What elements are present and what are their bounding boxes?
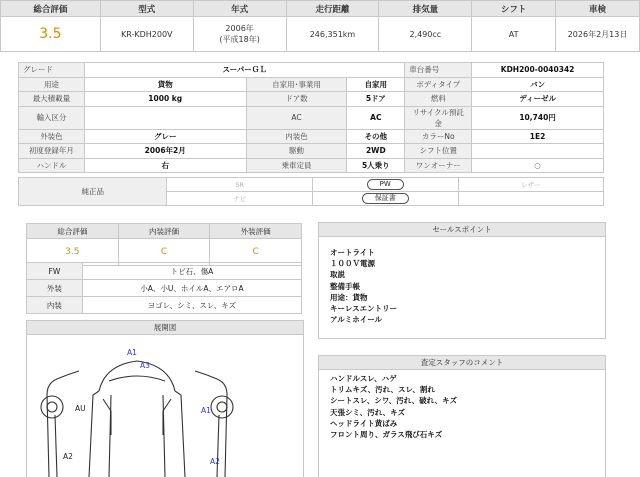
overall-score: 3.5 [1, 17, 101, 52]
grade-label: グレード [19, 63, 85, 78]
spec-label: 燃料 [405, 92, 472, 107]
spec-label: ハンドル [19, 158, 85, 173]
staff-comment-item: フロント周り、ガラス飛び石キズ [330, 430, 443, 440]
spec-value [472, 144, 604, 159]
header-displacement: 排気量 [379, 1, 472, 17]
damage-mark-au: AU [75, 404, 86, 413]
spec-value: 1000 kg [84, 92, 246, 107]
model-code: KR-KDH200V [100, 17, 193, 52]
spec-value [84, 106, 246, 129]
sales-point-item: オートライト [330, 248, 375, 257]
spec-value: グレー [84, 129, 246, 144]
note-label: 外装 [27, 280, 83, 297]
note-label: FW [27, 263, 83, 280]
evaluation-notes [26, 262, 302, 314]
spec-value: その他 [347, 129, 405, 144]
eval-interior-score: C [118, 239, 210, 266]
damage-mark-a2-left: A2 [63, 452, 73, 461]
sales-point-item: アルミホイール [330, 315, 383, 325]
model-year [193, 17, 286, 52]
spec-value: 5人乗り [347, 158, 405, 173]
options-table [18, 177, 604, 206]
option-warranty [312, 192, 458, 206]
mileage: 246,351km [286, 17, 379, 52]
header-mileage: 走行距離 [286, 1, 379, 17]
spec-value: 2WD [347, 144, 405, 159]
eval-total-score: 3.5 [27, 239, 119, 266]
spec-label: 最大積載量 [19, 92, 85, 107]
damage-mark-a1-top: A1 [127, 348, 137, 357]
options-label: 純正品 [19, 178, 167, 206]
spec-label: 駆動 [246, 144, 347, 159]
note-value: トビ石、傷A [82, 263, 301, 280]
option-sr: SR [167, 178, 312, 192]
note-value: 小A、小U、ホイルA、エアロA [82, 280, 301, 297]
evaluation-table [26, 223, 302, 266]
shift: AT [472, 17, 556, 52]
staff-comment-item: シートスレ、シワ、汚れ、破れ、キズ [330, 396, 457, 406]
year-japanese: (平成18年) [219, 35, 260, 44]
sales-points-panel [318, 222, 606, 339]
spec-value: 貨物 [84, 77, 246, 92]
spec-value: バン [472, 77, 604, 92]
frame-label: 車台番号 [405, 63, 472, 78]
spec-value: 1E2 [472, 129, 604, 144]
damage-mark-a2-right: A2 [210, 457, 220, 466]
eval-header-total: 総合評価 [27, 224, 119, 239]
option-empty [458, 192, 604, 206]
damage-mark-a3: A3 [140, 361, 150, 370]
spec-label: 初度登録年月 [19, 144, 85, 159]
sales-point-item: 整備手帳 [330, 281, 360, 291]
spec-value: 右 [84, 158, 246, 173]
spec-label: シフト位置 [405, 144, 472, 159]
header-score: 総合評価 [1, 1, 101, 17]
spec-value: 5ドア [347, 92, 405, 107]
inspection-date: 2026年2月13日 [556, 17, 640, 52]
spec-label: 自家用･事業用 [246, 77, 347, 92]
spec-label: 輸入区分 [19, 106, 85, 129]
sales-point-item: 取説 [330, 270, 345, 280]
spec-value: 10,740円 [472, 106, 604, 129]
staff-comment-item: トリムキズ、汚れ、スレ、割れ [330, 385, 435, 395]
header-inspection: 車検 [556, 1, 640, 17]
option-pw-badge: PW [367, 179, 404, 190]
damage-mark-a1-right: A1 [201, 406, 211, 415]
eval-exterior-score: C [210, 239, 302, 266]
header-model: 型式 [100, 1, 193, 17]
spec-label: 乗車定員 [246, 158, 347, 173]
spec-label: ボディタイプ [405, 77, 472, 92]
frame-value: KDH200-0040342 [472, 63, 604, 78]
spec-label: リサイクル預託金 [405, 106, 472, 129]
details-table [18, 62, 604, 173]
option-pw [312, 178, 458, 192]
spec-label: 外装色 [19, 129, 85, 144]
staff-comment-item: 天張シミ、汚れ、キズ [330, 407, 405, 417]
damage-diagram-title: 展開図 [27, 321, 303, 335]
sales-point-item: １００Ｖ電源 [330, 259, 375, 269]
damage-diagram-panel [26, 320, 304, 477]
header-year: 年式 [193, 1, 286, 17]
eval-header-exterior: 外装評価 [210, 224, 302, 239]
summary-table [0, 0, 640, 52]
spec-value: 自家用 [347, 77, 405, 92]
option-leather: レザー [458, 178, 604, 192]
note-value: ヨゴレ、シミ、スレ、キズ [82, 297, 301, 314]
staff-comments-title: 査定スタッフのコメント [319, 356, 605, 370]
note-label: 内装 [27, 297, 83, 314]
spec-label: ワンオーナー [405, 158, 472, 173]
year-western: 2006年 [225, 24, 254, 33]
eval-header-interior: 内装評価 [118, 224, 210, 239]
spec-label: AC [246, 106, 347, 129]
grade-value: スーパーＧＬ [84, 63, 404, 78]
spec-value: ディーゼル [472, 92, 604, 107]
spec-value: 2006年2月 [84, 144, 246, 159]
spec-label: 内装色 [246, 129, 347, 144]
sales-point-item: キーレスエントリー [330, 304, 398, 314]
header-shift: シフト [472, 1, 556, 17]
spec-label: カラーNo [405, 129, 472, 144]
option-warranty-badge: 保証書 [362, 193, 409, 204]
spec-label: ドア数 [246, 92, 347, 107]
staff-comment-item: ヘッドライト黄ばみ [330, 418, 398, 428]
staff-comment-item: ハンドルスレ、ハゲ [330, 374, 397, 383]
one-owner-circle: ○ [472, 158, 604, 173]
sales-points-title: セールスポイント [319, 223, 605, 237]
displacement: 2,490cc [379, 17, 472, 52]
spec-label: 用途 [19, 77, 85, 92]
spec-value: AC [347, 106, 405, 129]
sales-point-item: 用途：貨物 [330, 292, 368, 302]
staff-comments-panel [318, 355, 606, 477]
option-navi: ナビ [167, 192, 312, 206]
